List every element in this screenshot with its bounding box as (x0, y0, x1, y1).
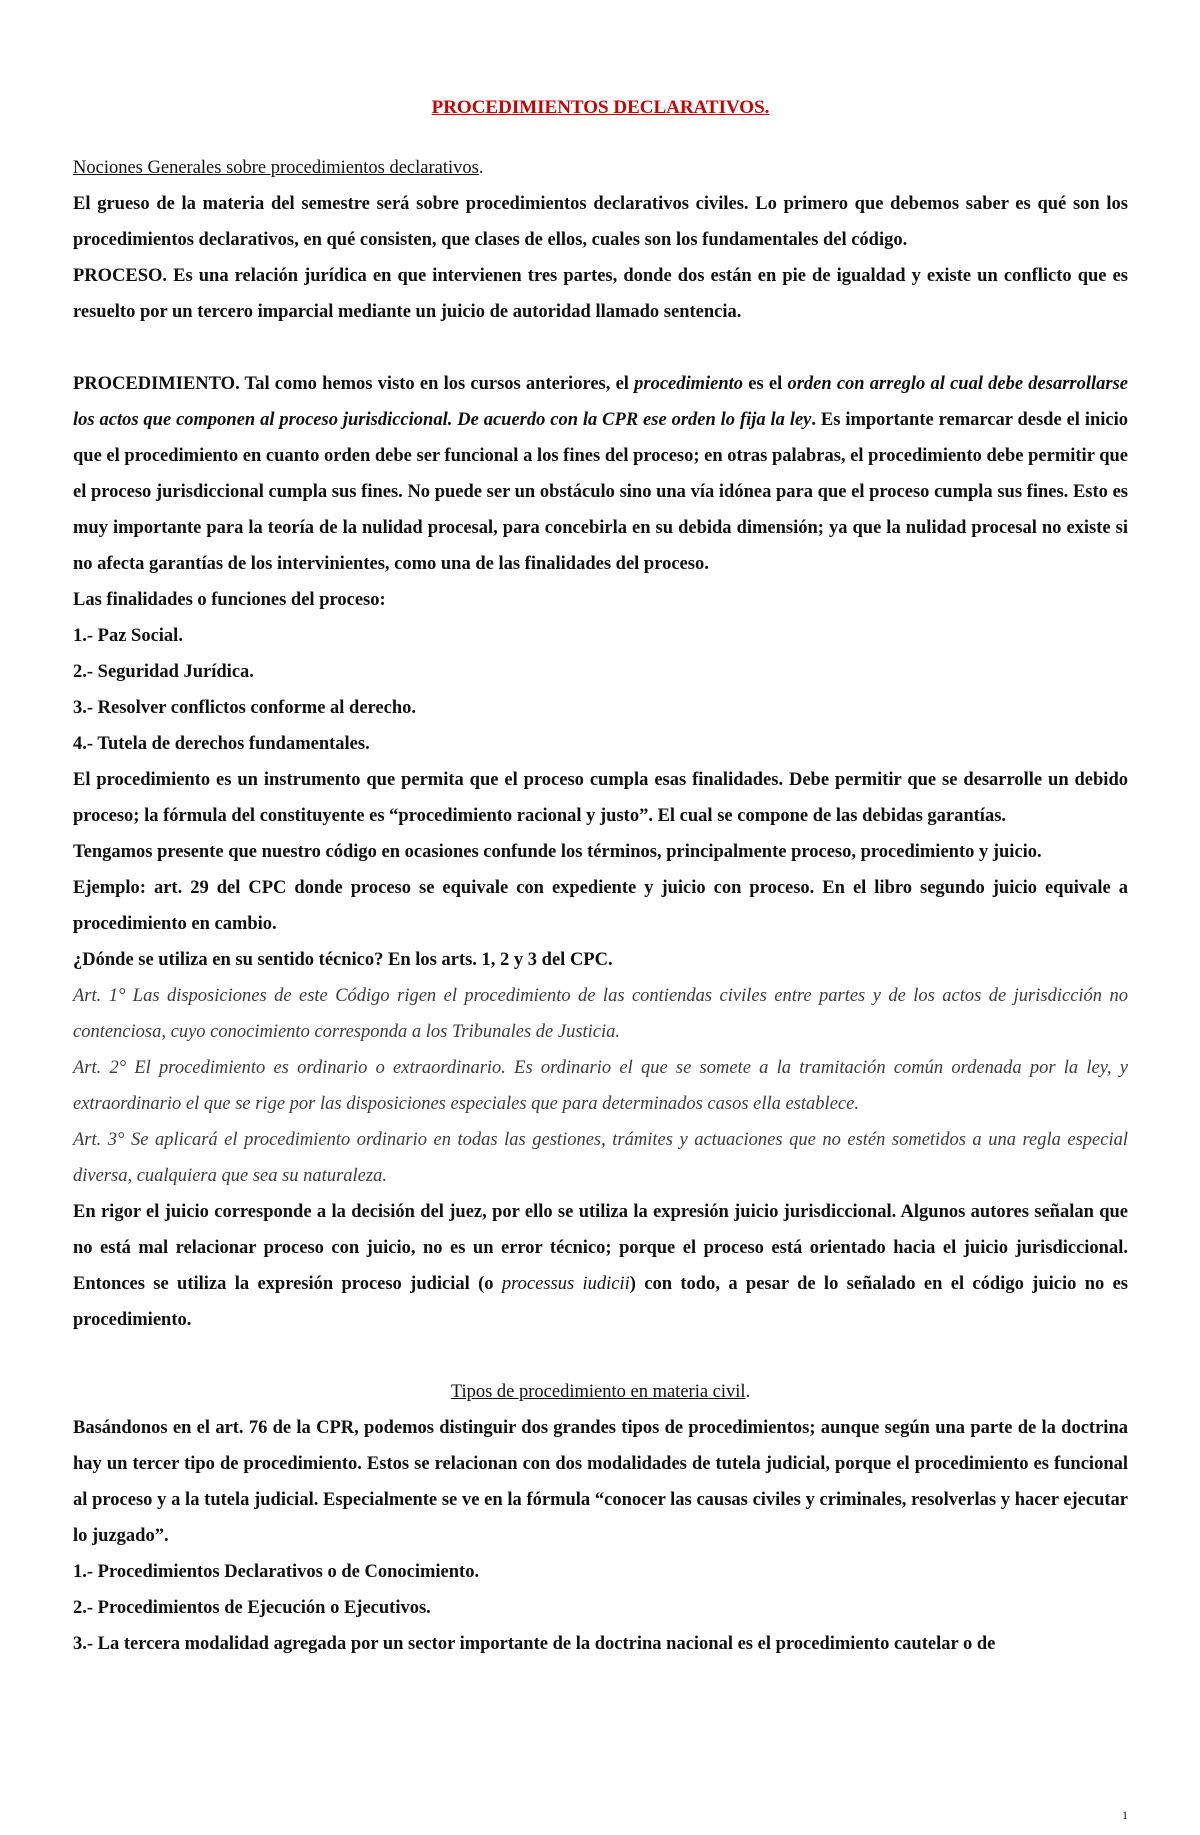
donde-paragraph: ¿Dónde se utiliza en su sentido técnico? En los arts. 1, 2 y 3 del CPC. (73, 950, 613, 970)
spacer (73, 1338, 1128, 1374)
section-heading-tipos-text: Tipos de procedimiento en materia civil (450, 1382, 746, 1402)
list-item: 1.- Paz Social. (73, 626, 183, 646)
procedimiento-definition (73, 366, 1128, 582)
rigor-lead: En rigor el juicio corresponde a la decisión del juez, por ello se utiliza la expresión juicio jurisdiccional. Algunos autores señalan que no está mal relacionar proceso con juicio, no es un error técnico; porque el proceso está orientado hacia el juicio jurisdiccional. Entonces se utiliza la expresión proceso judicial (o (73, 1202, 1128, 1294)
procedimiento-word: procedimiento (634, 374, 744, 394)
document-title: PROCEDIMIENTOS DECLARATIVOS. (431, 97, 770, 118)
list-item: 3.- Resolver conflictos conforme al derecho. (73, 698, 417, 718)
rigor-tail: ) con todo, a pesar de lo señalado en el código juicio no es procedimiento. (73, 1274, 1128, 1330)
list-item: 2.- Seguridad Jurídica. (73, 662, 254, 682)
article-2: Art. 2° El procedimiento es ordinario o extraordinario. Es ordinario el que se somete a la tramitación común ordenada por la ley, y extraordinario el que se rige por las disposiciones especiales que para determinados casos ella establece. (73, 1058, 1128, 1114)
section-heading-nociones-text: Nociones Generales sobre procedimientos declarativos (73, 158, 479, 178)
document-title-text: PROCEDIMIENTOS DECLARATIVOS (431, 97, 765, 118)
spacer (73, 330, 1128, 366)
ejemplo-paragraph: Ejemplo: art. 29 del CPC donde proceso se equivale con expediente y juicio con proceso. En el libro segundo juicio equivale a procedimiento en cambio. (73, 878, 1128, 934)
tengamos-paragraph: Tengamos presente que nuestro código en ocasiones confunde los términos, principalmente proceso, procedimiento y juicio. (73, 842, 1042, 862)
list-item: 4.- Tutela de derechos fundamentales. (73, 734, 370, 754)
rigor-paragraph (73, 1194, 1128, 1338)
intro-paragraph: El grueso de la materia del semestre será sobre procedimientos declarativos civiles. Lo primero que debemos saber es qué son los procedimientos declarativos, en qué consisten, que clases de ellos, cuales son los fundamentales del código. (73, 194, 1128, 250)
proceso-definition: PROCESO. Es una relación jurídica en que intervienen tres partes, donde dos están en pie de igualdad y existe un conflicto que es resuelto por un tercero imparcial mediante un juicio de autoridad llamado sentencia. (73, 266, 1128, 322)
rigor-latin: processus iudicii (501, 1274, 630, 1294)
procedimiento-tail: . Es importante remarcar desde el inicio que el procedimiento en cuanto orden debe ser funcional a los fines del proceso; en otras palabras, el procedimiento debe permitir que el proceso jurisdiccional cumpla sus fines. No puede ser un obstáculo sino una vía idónea para que el proceso cumpla sus fines. Esto es muy importante para la teoría de la nulidad procesal, para concebirla en su debida dimensión; ya que la nulidad procesal no existe si no afecta garantías de los intervinientes, como una de las finalidades del proceso. (73, 410, 1128, 574)
procedimiento-lead: PROCEDIMIENTO. Tal como hemos visto en los cursos anteriores, el (73, 374, 635, 394)
section-heading-nociones: Nociones Generales sobre procedimientos declarativos. (73, 158, 484, 178)
instrumento-paragraph: El procedimiento es un instrumento que permita que el proceso cumpla esas finalidades. Debe permitir que se desarrolle un debido proceso; la fórmula del constituyente es “procedimiento racional y justo”. El cual se compone de las debidas garantías. (73, 770, 1128, 826)
procedimiento-orden: orden con arreglo al cual debe desarrollarse los actos que componen al proceso jurisdiccional. De acuerdo con la CPR ese orden lo fija la ley (73, 374, 1129, 430)
section-heading-tipos: Tipos de procedimiento en materia civil. (450, 1382, 751, 1402)
finalidades-heading: Las finalidades o funciones del proceso: (73, 590, 386, 610)
list-item: 1.- Procedimientos Declarativos o de Conocimiento. (73, 1562, 480, 1582)
list-item: 3.- La tercera modalidad agregada por un sector importante de la doctrina nacional es el procedimiento cautelar o de (73, 1634, 996, 1654)
article-3: Art. 3° Se aplicará el procedimiento ordinario en todas las gestiones, trámites y actuaciones que no estén sometidos a una regla especial diversa, cualquiera que sea su naturaleza. (73, 1130, 1128, 1186)
list-item: 2.- Procedimientos de Ejecución o Ejecutivos. (73, 1598, 431, 1618)
tipos-paragraph: Basándonos en el art. 76 de la CPR, podemos distinguir dos grandes tipos de procedimientos; aunque según una parte de la doctrina hay un tercer tipo de procedimiento. Estos se relacionan con dos modalidades de tutela judicial, porque el procedimiento es funcional al proceso y a la tutela judicial. Especialmente se ve en la fórmula “conocer las causas civiles y criminales, resolverlas y hacer ejecutar lo juzgado”. (73, 1418, 1128, 1546)
article-1: Art. 1° Las disposiciones de este Código rigen el procedimiento de las contiendas civiles entre partes y de los actos de jurisdicción no contenciosa, cuyo conocimiento corresponda a los Tribunales de Justicia. (73, 986, 1128, 1042)
page-number: 1 (1122, 1808, 1128, 1822)
procedimiento-mid: es el (743, 374, 788, 394)
